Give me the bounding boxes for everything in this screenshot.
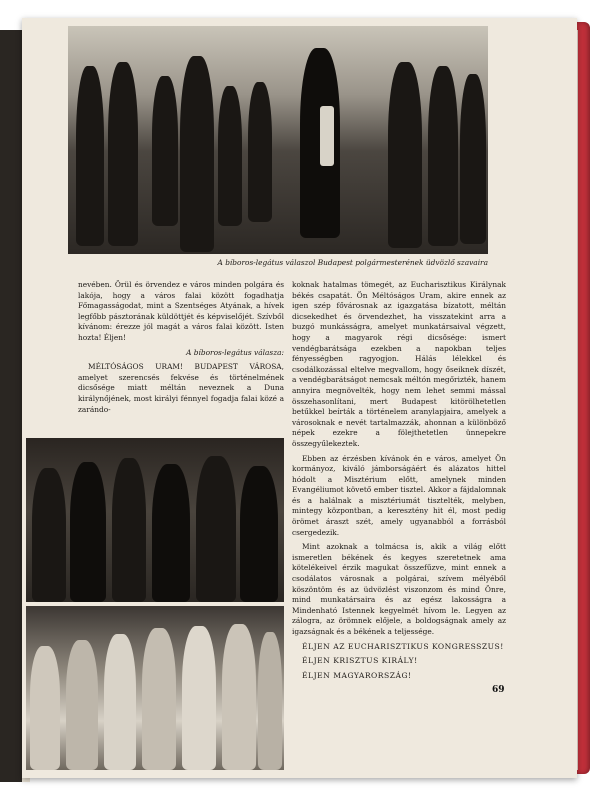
photo-folk-dress-girls xyxy=(26,606,284,770)
photo-dignitaries xyxy=(26,438,284,602)
left-paragraph-1: nevében. Örül és örvendez e város minden polgára és lakója, hogy a város falai között fogadhatja Főmagasságodat, mint a Szentséges Atyának, a hívek legfőbb pásztorának küldöttjét és képviselőjét. Szívből kívánom: érezze jól magát a város falai között. Isten hozta! Éljen! xyxy=(78,280,284,342)
page-number: 69 xyxy=(492,685,505,695)
right-paragraph-3: Mint azoknak a tolmácsa is, akik a világ előtt ismeretlen békének és kegyes szeretetnek ama kötelékeivel érzik magukat összefűzve, mint ennek a csodálatos városnak a polgárai, szívem mélyéből köszöntöm és az üdvözlést viszonzom és mind Önre, mind munkatársaira és az egész lakosságra a Mindenható Istennek kegyelmét hívom le. Legyen az zálogra, az örömnek előjele, a boldogságnak amely az igazságnak és a békének a teljessége. xyxy=(292,542,506,636)
text-column-left xyxy=(78,280,284,419)
text-column-right xyxy=(292,280,506,685)
acclamation-3: ÉLJEN MAGYARORSZÁG! xyxy=(302,670,412,680)
left-paragraph-2: MÉLTÓSÁGOS URAM! BUDAPEST VÁROSA, amelyet szerencsés fekvése és történelmének dicsősége miatt méltán neveznek a Duna királynőjének, most királyi fénnyel fogadja falai közé a zarándo- xyxy=(78,362,284,414)
left-subhead: A bíboros-legátus válasza: xyxy=(186,347,284,357)
acclamation-1: ÉLJEN AZ EUCHARISZTIKUS KONGRESSZUS! xyxy=(302,641,504,651)
photo-caption: A bíboros-legátus válaszol Budapest polgármesterének üdvözlő szavaira xyxy=(217,258,488,267)
right-paragraph-2: Ebben az érzésben kívánok én e város, amelyet Ön kormányoz, kiváló jámborságáért és alázatos hittel hódolt a Misztérium előtt, amelynek minden Evangéliumot követő ember tisztel. Akkor a fájdalomnak és a halálnak a misztériumát tisztelték, melyben, mintegy központban, a keresztény hit él, most pedig örömet áraszt szét, amely ugyanabból a forrásból csergedezik. xyxy=(292,453,506,537)
photo-legate-reception xyxy=(68,26,488,254)
right-paragraph-1: koknak hatalmas tömegét, az Eucharisztikus Királynak békés csapatát. Ön Méltóságos Uram, akire ennek az igen szép fővárosnak az igazgatása bízatott, méltán dicsekedhet és örvendezhet, ha visszatekint arra a buzgó munkásságra, amelyet munkatársaival végzett, hogy a magyarok régi dicsősége: ismert vendégbarátsága ezekben a napokban teljes fényességben ragyogjon. Hálás lélekkel és csodálkozással eltelve megvallom, hogy őseiknek díszét, a vendégbarátságot nemcsak méltón megőrizték, hanem annyira megnövelték, hogy nem lehet semmi mással összehasonlítani, mert Budapest kitörölhetetlen betűkkel beírták a történelem aranylapjaira, amelyek a városoknak e nevét tartalmazzák, ahonnan a különböző népek ezekre a fölejthetetlen ünnepekre összegyűlekeztek. xyxy=(292,280,506,448)
left-page-photo-strip xyxy=(0,30,22,782)
acclamation-2: ÉLJEN KRISZTUS KIRÁLY! xyxy=(302,656,418,666)
